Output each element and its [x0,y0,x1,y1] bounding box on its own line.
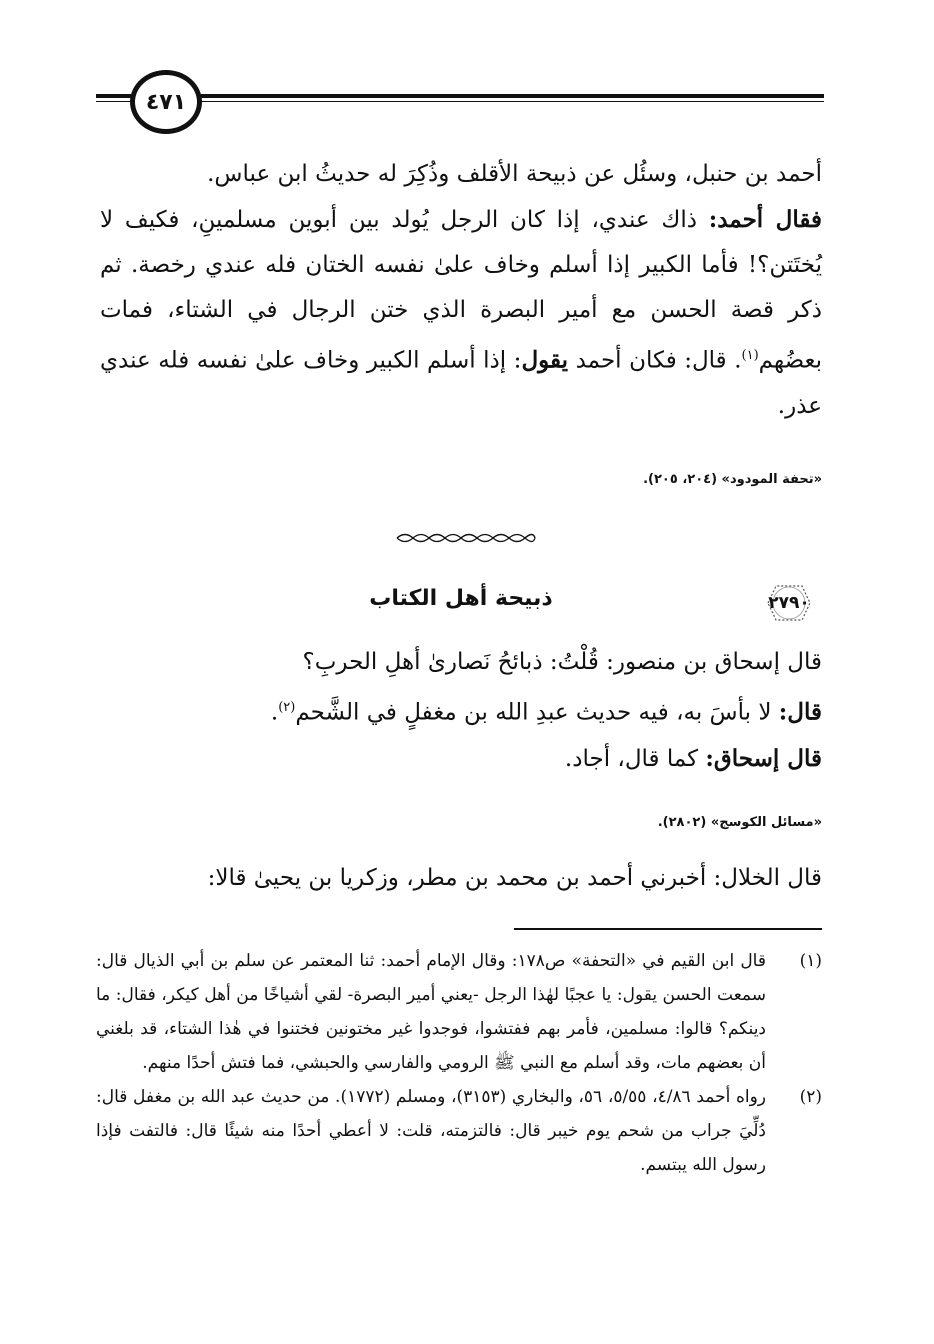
text-run: . قال: فكان أحمد [568,347,742,374]
bold-word: يقول [521,346,569,374]
text-run: ذاك عندي، إذا كان الرجل يُولد بين أبوين مسلمينِ، فكيف لا يُختَتن؟! فأما الكبير إذا أسلم وخاف علىٰ نفسه الختان فله عندي رخصة. ثم ذكر قصة الحسن مع أمير البصرة الذي ختن الرجال في الشتاء، فمات بعضُهم [100,207,823,374]
text-block-1 [100,152,822,429]
ornament-divider-icon [395,531,537,545]
footnote-2 [96,1080,822,1182]
header-rule-thin [186,101,824,102]
header-rule [186,94,824,98]
source-citation: «مسائل الكوسج» (٢٨٠٢). [657,815,822,830]
paragraph: قال إسحاق بن منصور: قُلْتُ: ذبائحُ نَصارىٰ أهلِ الحربِ؟ [302,649,822,675]
footnotes [96,944,822,1182]
footnote-marker: (١) [799,951,822,971]
text-block-3 [100,856,822,901]
paragraph [100,736,822,782]
speaker-label: فقال أحمد: [708,206,823,233]
paragraph: أحمد بن حنبل، وسئُل عن ذبيحة الأقلف وذُكِرَ له حديثُ ابن عباس. [207,161,822,187]
footnote-marker: (٢) [799,1087,822,1107]
section-number: ٢٧٩٠ [768,593,810,613]
section-title: ذبيحة أهل الكتاب [369,586,553,611]
source-citation: «تحفة المودود» (٢٠٤، ٢٠٥). [643,472,822,487]
paragraph: قال الخلال: أخبرني أحمد بن محمد بن مطر، وزكريا بن يحيىٰ قالا: [207,865,822,891]
page-header [96,70,824,136]
footnote-1 [96,944,822,1080]
speaker-label: قال إسحاق: [705,744,822,772]
footnote-text: قال ابن القيم في «التحفة» ص١٧٨: وقال الإمام أحمد: ثنا المعتمر عن سلم بن أبي الذيال قال: سمعت الحسن يقول: يا عجبًا لهٰذا الرجل -يعني أمير البصرة- لقي أشياخًا من أهل كيكر، فقال: ما دينكم؟ قالوا: مسلمين، فأمر بهم ففتشوا، فوجدوا غير مختونين فختنوا في هٰذا الشتاء، قد بلغني أن بعضهم مات، وقد أسلم مع النبي ﷺ الرومي والفارسي والحبشي، فما فتش أحدًا منهم. [96,951,766,1073]
section-heading [100,578,822,628]
speaker-label: قال: [778,698,822,726]
paragraph [100,685,822,736]
text-block-2 [100,640,822,782]
footnote-ref-2[interactable]: (٢) [278,700,296,715]
text-run: لا بأسَ به، فيه حديث عبدِ الله بن مغفلٍ في الشَّحم [295,699,779,726]
paragraph [100,197,822,429]
text-run: : إذا أسلم الكبير وخاف علىٰ نفسه فله عندي عذر. [100,347,822,419]
footnote-ref-1[interactable]: (١) [741,348,759,363]
page-number: ٤٧١ [130,70,202,134]
footnote-separator [514,928,822,930]
footnote-text: رواه أحمد ٤/٨٦، ٥/٥٥، ٥٦، والبخاري (٣١٥٣)، ومسلم (١٧٧٢). من حديث عبد الله بن مغفل قال: دُلِّيَ جراب من شحم يوم خيبر قال: فالتزمته، قلت: لا أعطي أحدًا منه شيئًا قال: فالتفت فإذا رسول الله يبتسم. [96,1087,766,1175]
text-run: . [270,699,279,726]
text-run: كما قال، أجاد. [564,745,706,772]
